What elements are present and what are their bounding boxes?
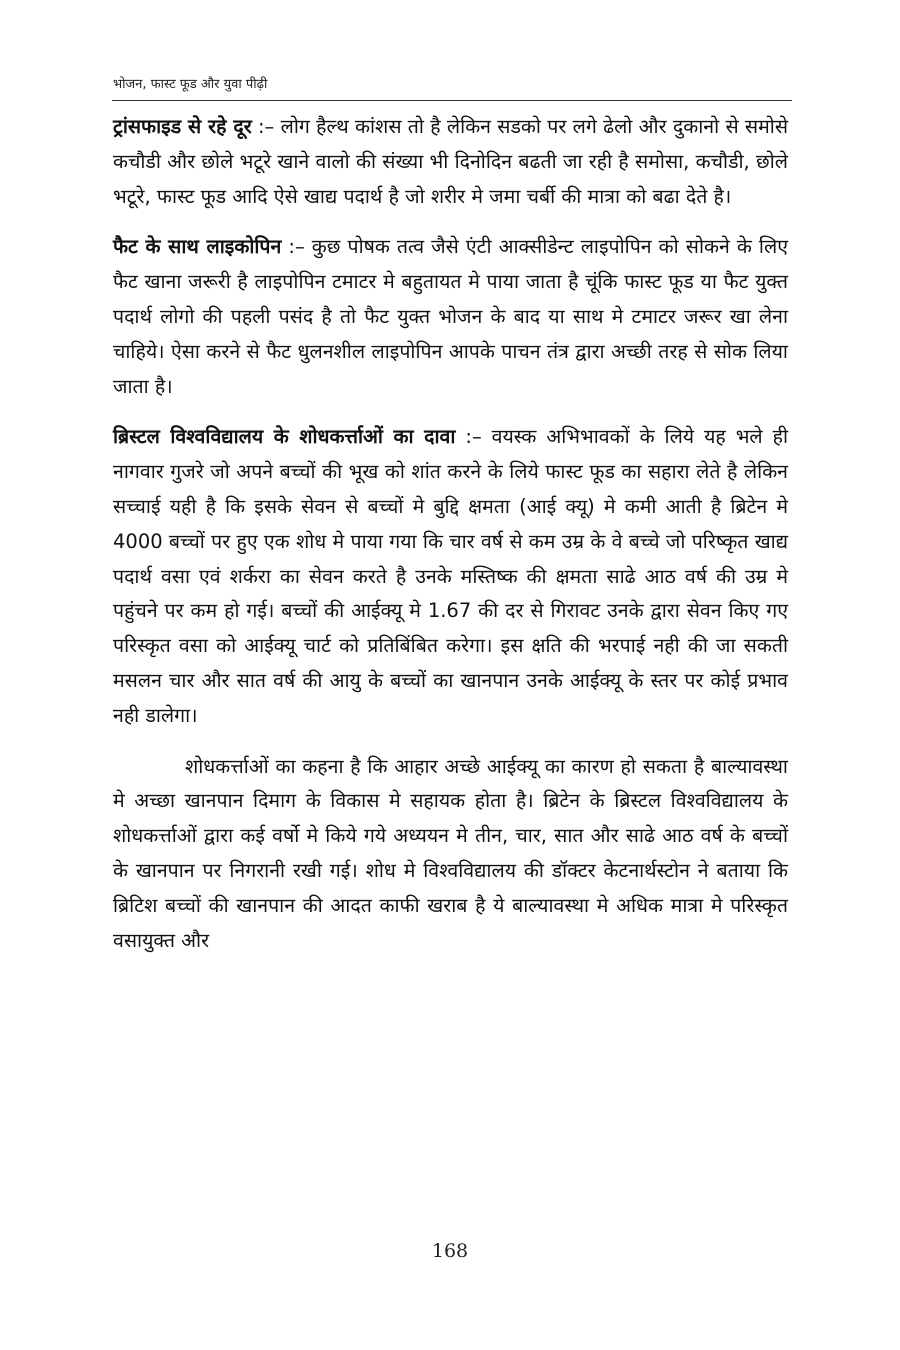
paragraph-text: शोधकर्त्ताओं का कहना है कि आहार अच्छे आईक्यू का कारण हो सकता है बाल्यावस्था मे अच्छा खानपान दिमाग के विकास मे सहायक होता है। ब्रिटेन के ब्रिस्टल विश्वविद्यालय के शोधकर्त्ताओं द्वारा कई वर्षो मे किये गये अध्ययन मे तीन, चार, सात और साढे आठ वर्ष के बच्चों के खानपान पर निगरानी रखी गई। शोध मे विश्वविद्यालय की डॉक्टर केटनार्थस्टोन ने बताया कि ब्रिटिश बच्चों की खानपान की आदत काफी खराब है ये बाल्यावस्था मे अधिक मात्रा मे परिस्कृत वसायुक्त और [113, 754, 788, 952]
paragraph-text: :– कुछ पोषक तत्व जैसे एंटी आक्सीडेन्ट लाइपोपिन को सोकने के लिए फैट खाना जरूरी है लाइपोपिन टमाटर मे बहुतायत मे पाया जाता है चूंकि फास्ट फूड या फैट युक्त पदार्थ लोगो की पहली पसंद है तो फैट युक्त भोजन के बाद या साथ मे टमाटर जरूर खा लेना चाहिये। ऐसा करने से फैट धुलनशील लाइपोपिन आपके पाचन तंत्र द्वारा अच्छी तरह से सोक लिया जाता है। [113, 235, 788, 398]
paragraph-trans-fat [113, 110, 788, 214]
paragraph-bristol-study [113, 420, 788, 733]
paragraph-researchers [113, 750, 788, 959]
paragraph-lycopene [113, 230, 788, 404]
paragraph-heading: ट्रांसफाइड से रहे दूर [113, 115, 252, 138]
header-rule [112, 100, 792, 101]
paragraph-heading: ब्रिस्टल विश्वविद्यालय के शोधकर्त्ताओं का दावा [113, 425, 456, 449]
running-header: भोजन, फास्ट फूड और युवा पीढ़ी [113, 77, 268, 92]
paragraph-heading: फैट के साथ लाइकोपिन [113, 235, 282, 259]
page-body [113, 110, 788, 958]
paragraph-text: :– लोग हैल्थ कांशस तो है लेकिन सडको पर लगे ढेलो और दुकानो से समोसे कचौडी और छोले भटूरे खाने वालो की संख्या भी दिनोदिन बढती जा रही है समोसा, कचौडी, छोले भटूरे, फास्ट फूड आदि ऐसे खाद्य पदार्थ है जो शरीर मे जमा चर्बी की मात्रा को बढा देते है। [113, 115, 788, 208]
paragraph-text: :– वयस्क अभिभावकों के लिये यह भले ही नागवार गुजरे जो अपने बच्चों की भूख को शांत करने के लिये फास्ट फूड का सहारा लेते है लेकिन सच्चाई यही है कि इसके सेवन से बच्चों मे बुद्दि क्षमता (आई क्यू) मे कमी आती है ब्रिटेन मे 4000 बच्चों पर हुए एक शोध मे पाया गया कि चार वर्ष से कम उम्र के वे बच्चे जो परिष्कृत खाद्य पदार्थ वसा एवं शर्करा का सेवन करते है उनके मस्तिष्क की क्षमता साढे आठ वर्ष की उम्र मे पहुंचने पर कम हो गई। बच्चों की आईक्यू मे 1.67 की दर से गिरावट उनके द्वारा सेवन किए गए परिस्कृत वसा को आईक्यू चार्ट को प्रतिबिंबित करेगा। इस क्षति की भरपाई नही की जा सकती मसलन चार और सात वर्ष की आयु के बच्चों का खानपान उनके आईक्यू के स्तर पर कोई प्रभाव नही डालेगा। [113, 425, 788, 727]
page-number: 168 [431, 1240, 469, 1262]
